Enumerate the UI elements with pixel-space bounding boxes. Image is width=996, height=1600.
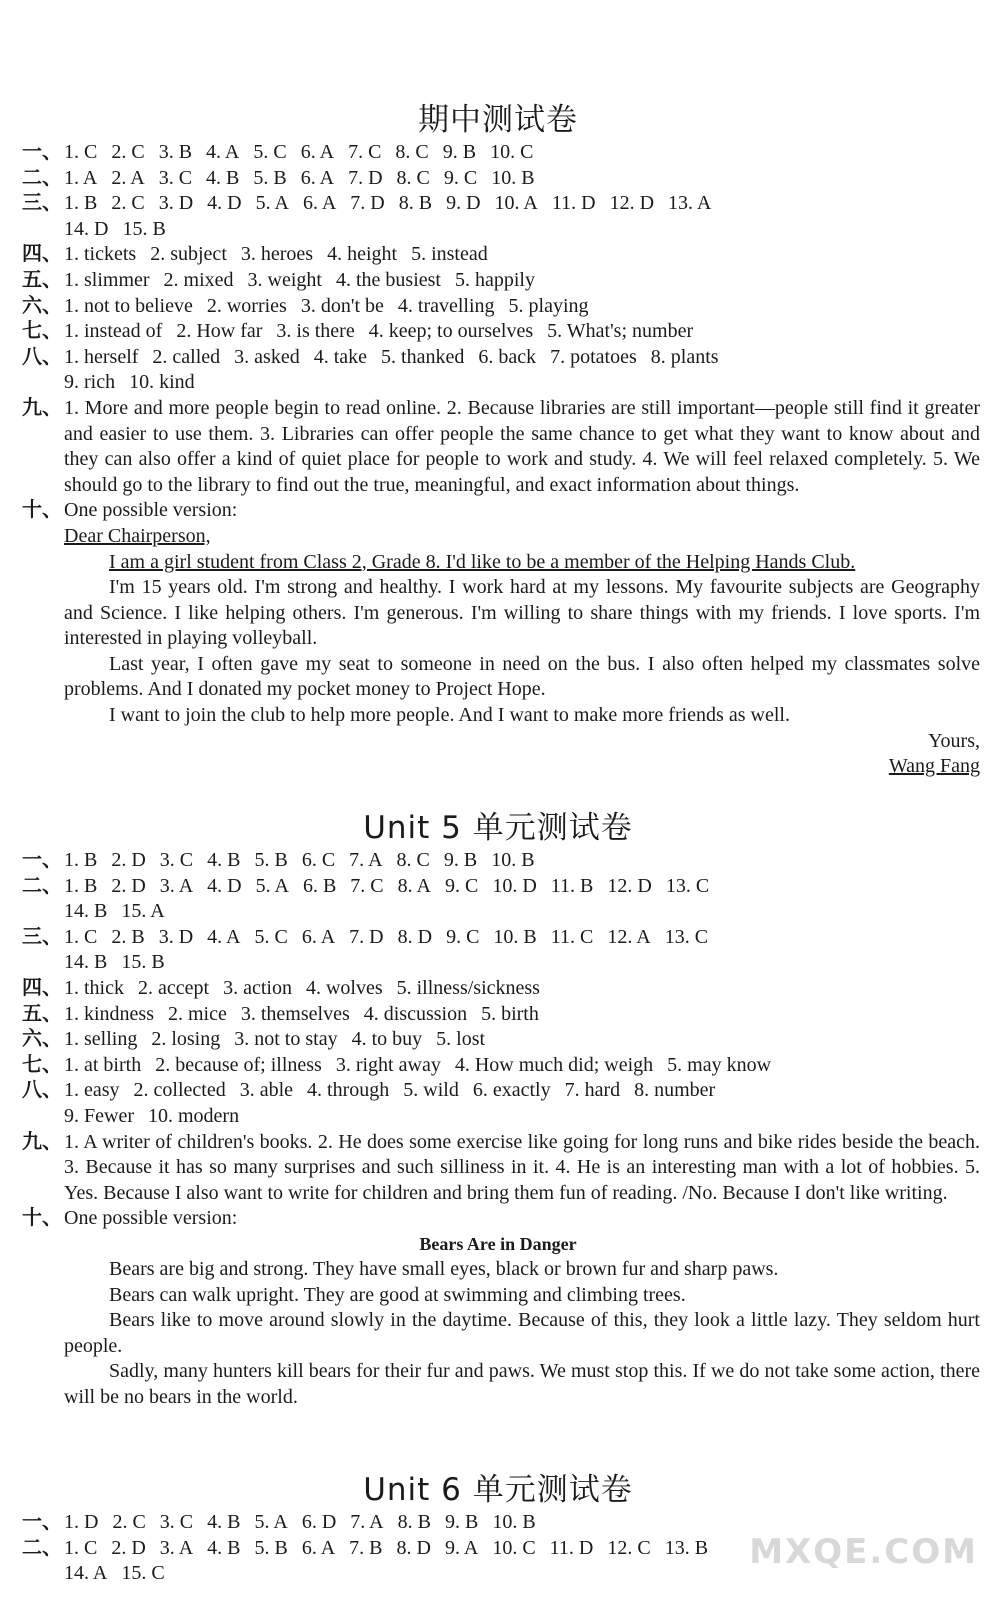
answer-item: 4. keep; to ourselves xyxy=(368,320,534,343)
answer-item: 2. C xyxy=(112,1511,146,1533)
answer-item: 2. D xyxy=(111,849,146,871)
answer-item: 10. A xyxy=(494,192,538,215)
answer-row xyxy=(0,976,996,1002)
answer-item: 2. worries xyxy=(206,294,287,317)
answer-item: 13. C xyxy=(664,925,709,948)
answer-item: 2. How far xyxy=(176,320,263,343)
answer-row xyxy=(0,950,996,976)
answer-item: 9. B xyxy=(444,1511,479,1533)
part-label: 四、 xyxy=(22,243,62,266)
answer-item: 3. is there xyxy=(276,320,355,343)
answer-row xyxy=(0,166,996,192)
answer-item: 4. height xyxy=(327,243,398,266)
letter-paragraph: I am a girl student from Class 2, Grade 8. I'd like to be a member of the Helping Hands Club. xyxy=(109,550,856,573)
answer-item: 4. take xyxy=(313,345,368,368)
answer-item: 8. A xyxy=(397,874,431,897)
answer-item: 1. C xyxy=(64,925,98,948)
answer-item: 12. A xyxy=(607,925,651,948)
answer-item: 10. B xyxy=(491,849,535,871)
unit5-answer-rows xyxy=(0,848,996,1130)
answer-item: 5. B xyxy=(253,166,287,189)
answer-item: 14. A xyxy=(64,1562,108,1585)
answer-item: 4. discussion xyxy=(363,1002,468,1025)
answer-item: 8. D xyxy=(396,1536,431,1559)
answer-item: 4. A xyxy=(207,925,241,948)
answer-item: 9. B xyxy=(442,141,477,163)
answer-item: 6. A xyxy=(300,166,335,189)
answer-item: 4. the busiest xyxy=(335,268,441,291)
answer-row xyxy=(0,319,996,345)
answer-item: 10. kind xyxy=(129,371,195,394)
answer-item: 3. B xyxy=(158,141,193,163)
answer-item: 8. C xyxy=(396,166,430,189)
answer-item: 3. D xyxy=(158,925,194,948)
answer-item: 7. C xyxy=(348,141,382,163)
answer-item: 6. A xyxy=(302,192,337,215)
answer-item: 2. D xyxy=(111,1536,146,1559)
answer-item: 11. B xyxy=(550,874,594,897)
answer-row xyxy=(0,294,996,320)
answer-item: 9. C xyxy=(443,166,478,189)
answer-item: 9. Fewer xyxy=(64,1104,134,1127)
answer-item: 9. D xyxy=(446,192,481,215)
part-label: 二、 xyxy=(22,166,62,189)
watermark-text: MXQE.COM xyxy=(749,1532,978,1572)
part-label: 三、 xyxy=(22,192,62,215)
answer-item: 1. B xyxy=(64,849,98,871)
answer-item: 10. B xyxy=(492,1511,536,1533)
answer-item: 11. C xyxy=(550,925,594,948)
letter-paragraph: Last year, I often gave my seat to someone in need on the bus. I also often helped my classmates solve problems. And I donated my pocket money to Project Hope. xyxy=(64,652,980,701)
essay-paragraph: Sadly, many hunters kill bears for their fur and paws. We must stop this. If we do not take some action, there will be no bears in the world. xyxy=(64,1360,980,1408)
midterm-title: 期中测试卷 xyxy=(418,102,578,138)
answer-item: 5. lost xyxy=(436,1028,486,1051)
answer-item: 5. may know xyxy=(667,1053,772,1076)
answer-item: 8. B xyxy=(397,1511,431,1533)
letter-paragraph: I'm 15 years old. I'm strong and healthy. I work hard at my lessons. My favourite subjects are Geography and Science. I like helping others. I'm generous. I'm willing to share things with my friends. I love sports. I'm interested in playing volleyball. xyxy=(64,576,980,650)
part-label: 四、 xyxy=(22,976,62,999)
answer-item: 7. D xyxy=(349,925,384,948)
answer-item: 5. C xyxy=(254,925,288,948)
answer-item: 11. D xyxy=(551,192,596,215)
part-ten-intro: One possible version: xyxy=(64,1207,238,1230)
part-label: 六、 xyxy=(22,1028,62,1051)
part-label: 九、 xyxy=(22,1130,62,1153)
answer-item: 7. D xyxy=(350,192,385,215)
unit5-part-nine xyxy=(0,1130,996,1207)
answer-item: 8. number xyxy=(634,1079,716,1102)
answer-item: 5. A xyxy=(254,1511,288,1533)
answer-item: 1. selling xyxy=(64,1028,138,1051)
answer-item: 6. D xyxy=(301,1511,337,1533)
answer-item: 1. C xyxy=(64,141,98,163)
answer-item: 3. not to stay xyxy=(234,1028,338,1051)
answer-item: 1. C xyxy=(64,1536,98,1559)
answer-row xyxy=(0,140,996,166)
essay-title: Bears Are in Danger xyxy=(419,1233,577,1254)
answer-row xyxy=(0,191,996,217)
part-label: 六、 xyxy=(22,294,62,317)
part-label: 一、 xyxy=(22,849,62,871)
answer-item: 3. weight xyxy=(247,268,322,291)
answer-row xyxy=(0,370,996,396)
answer-item: 1. A xyxy=(64,166,98,189)
answer-row xyxy=(0,345,996,371)
answer-item: 7. A xyxy=(350,1511,384,1533)
answer-item: 8. plants xyxy=(650,345,719,368)
answer-row xyxy=(0,874,996,900)
answer-item: 15. A xyxy=(121,900,165,923)
answer-item: 3. D xyxy=(158,192,194,215)
answer-item: 5. C xyxy=(253,141,287,163)
answer-item: 4. to buy xyxy=(351,1028,423,1051)
letter-salutation: Dear Chairperson, xyxy=(64,524,211,547)
unit5-title: Unit 5 单元测试卷 xyxy=(363,810,633,846)
answer-item: 5. B xyxy=(254,1536,288,1559)
answer-item: 2. A xyxy=(111,166,145,189)
answer-item: 15. C xyxy=(121,1562,165,1585)
answer-item: 14. D xyxy=(64,217,109,240)
letter-signature: Wang Fang xyxy=(888,755,980,778)
part-label: 五、 xyxy=(22,1002,62,1025)
answer-item: 2. losing xyxy=(151,1028,221,1051)
answer-item: 3. themselves xyxy=(240,1002,350,1025)
answer-item: 3. A xyxy=(159,874,194,897)
answer-item: 3. asked xyxy=(234,345,300,368)
answer-item: 14. B xyxy=(64,900,108,923)
answer-item: 2. mixed xyxy=(163,268,234,291)
answer-item: 13. A xyxy=(668,192,712,215)
part-label: 十、 xyxy=(22,1207,62,1230)
answer-item: 6. A xyxy=(300,141,335,163)
answer-item: 14. B xyxy=(64,951,108,974)
part-label: 七、 xyxy=(22,1053,62,1076)
part-label: 一、 xyxy=(22,141,62,163)
answer-row xyxy=(0,899,996,925)
answer-item: 8. C xyxy=(395,141,429,163)
answer-item: 1. B xyxy=(64,874,98,897)
answer-item: 12. D xyxy=(607,874,652,897)
answer-item: 3. right away xyxy=(335,1053,441,1076)
answer-item: 11. D xyxy=(549,1536,594,1559)
answer-row xyxy=(0,1002,996,1028)
answer-item: 4. D xyxy=(207,874,242,897)
answer-item: 6. A xyxy=(301,1536,336,1559)
answer-item: 5. What's; number xyxy=(547,320,694,343)
part-label: 七、 xyxy=(22,320,62,343)
answer-item: 7. A xyxy=(349,849,383,871)
answer-item: 5. B xyxy=(254,849,288,871)
answer-row xyxy=(0,848,996,874)
answer-item: 10. D xyxy=(492,874,537,897)
answer-item: 6. back xyxy=(478,345,537,368)
answer-row xyxy=(0,925,996,951)
answer-item: 10. C xyxy=(492,1536,536,1559)
answer-item: 3. C xyxy=(158,166,193,189)
letter-paragraph: I want to join the club to help more people. And I want to make more friends as well. xyxy=(109,704,790,727)
unit5-section xyxy=(0,808,996,1410)
answer-item: 7. B xyxy=(349,1536,383,1559)
answer-item: 3. C xyxy=(159,849,194,871)
answer-row xyxy=(0,242,996,268)
answer-row xyxy=(0,1078,996,1104)
answer-item: 5. happily xyxy=(454,268,535,291)
answer-item: 7. hard xyxy=(564,1079,621,1102)
answer-item: 3. heroes xyxy=(240,243,314,266)
part-label: 二、 xyxy=(22,1536,62,1559)
answer-item: 4. through xyxy=(307,1079,390,1102)
answer-item: 3. don't be xyxy=(300,294,384,317)
answer-item: 13. B xyxy=(664,1536,709,1559)
part-label: 九、 xyxy=(22,396,62,419)
answer-item: 1. B xyxy=(64,192,98,215)
answer-item: 9. B xyxy=(443,849,478,871)
letter-closing: Yours, xyxy=(928,729,980,752)
part-nine-text: 1. A writer of children's books. 2. He does some exercise like going for long runs and bike rides beside the beach. 3. Because it has so many surprises and such silliness in it. 4. He is an interesting man with a lot of hobbies. 5. Yes. Because I also want to write for children and bring them fun of reading. /No. Because I don't like writing. xyxy=(64,1130,980,1204)
essay-paragraph: Bears can walk upright. They are good at swimming and climbing trees. xyxy=(109,1283,686,1306)
answer-item: 5. wild xyxy=(403,1079,459,1102)
midterm-part-nine xyxy=(0,396,996,498)
part-nine-text: 1. More and more people begin to read online. 2. Because libraries are still important—people still find it greater and easier to use them. 3. Libraries can offer people the same chance to get what they want to know about and they can also offer a kind of quiet place for people to work and study. 4. We will feel relaxed completely. 5. We should go to the library to find out the true, meaningful, and exact information about things. xyxy=(64,396,980,496)
answer-item: 1. instead of xyxy=(64,320,163,343)
answer-item: 3. C xyxy=(159,1511,194,1533)
unit5-part-ten xyxy=(0,1206,996,1232)
answer-item: 6. A xyxy=(301,925,336,948)
answer-item: 2. called xyxy=(152,345,221,368)
answer-item: 9. C xyxy=(446,925,480,948)
answer-item: 6. B xyxy=(302,874,337,897)
answer-item: 4. A xyxy=(206,141,240,163)
answer-item: 4. B xyxy=(206,166,240,189)
answer-item: 4. D xyxy=(207,192,242,215)
midterm-part-ten xyxy=(0,498,996,524)
answer-item: 9. rich xyxy=(64,371,116,394)
answer-item: 1. herself xyxy=(64,345,139,368)
answer-item: 12. D xyxy=(609,192,655,215)
answer-item: 1. thick xyxy=(64,976,124,999)
answer-item: 12. C xyxy=(607,1536,651,1559)
part-ten-intro: One possible version: xyxy=(64,499,238,522)
answer-item: 5. birth xyxy=(481,1002,539,1025)
answer-item: 15. B xyxy=(122,217,166,240)
unit6-title: Unit 6 单元测试卷 xyxy=(363,1472,633,1508)
answer-item: 4. B xyxy=(207,1511,241,1533)
answer-item: 6. exactly xyxy=(472,1079,551,1102)
answer-item: 2. subject xyxy=(150,243,227,266)
answer-item: 10. B xyxy=(491,166,535,189)
answer-item: 3. A xyxy=(159,1536,194,1559)
answer-item: 3. able xyxy=(239,1079,294,1102)
answer-item: 1. at birth xyxy=(64,1053,142,1076)
answer-item: 15. B xyxy=(121,951,165,974)
midterm-section xyxy=(0,100,996,780)
answer-item: 2. C xyxy=(111,141,145,163)
answer-item: 7. potatoes xyxy=(550,345,637,368)
part-label: 五、 xyxy=(22,268,62,291)
answer-item: 13. C xyxy=(665,874,710,897)
answer-item: 7. D xyxy=(348,166,383,189)
answer-row xyxy=(0,217,996,243)
part-label: 二、 xyxy=(22,874,62,897)
answer-item: 10. B xyxy=(493,925,537,948)
essay-paragraph: Bears are big and strong. They have small eyes, black or brown fur and sharp paws. xyxy=(109,1257,779,1280)
part-label: 八、 xyxy=(22,345,62,368)
answer-item: 2. B xyxy=(111,925,145,948)
part-label: 三、 xyxy=(22,925,62,948)
midterm-answer-rows xyxy=(0,140,996,396)
answer-row xyxy=(0,1027,996,1053)
answer-row xyxy=(0,1053,996,1079)
answer-item: 5. instead xyxy=(411,243,488,266)
answer-item: 9. A xyxy=(444,1536,479,1559)
answer-item: 2. mice xyxy=(168,1002,227,1025)
answer-item: 1. easy xyxy=(64,1079,120,1102)
part-label: 十、 xyxy=(22,499,62,522)
answer-item: 5. A xyxy=(255,874,289,897)
answer-item: 1. tickets xyxy=(64,243,137,266)
answer-item: 2. C xyxy=(111,192,145,215)
answer-item: 4. wolves xyxy=(305,976,383,999)
answer-item: 2. accept xyxy=(138,976,210,999)
answer-item: 9. C xyxy=(444,874,479,897)
answer-item: 5. illness/sickness xyxy=(396,976,540,999)
part-label: 一、 xyxy=(22,1511,62,1533)
answer-item: 5. playing xyxy=(508,294,589,317)
answer-item: 2. D xyxy=(111,874,146,897)
answer-item: 10. modern xyxy=(147,1104,240,1127)
answer-item: 8. C xyxy=(396,849,430,871)
answer-item: 4. travelling xyxy=(397,294,495,317)
answer-item: 8. B xyxy=(398,192,433,215)
answer-item: 4. B xyxy=(207,1536,241,1559)
answer-item: 7. C xyxy=(350,874,384,897)
answer-row xyxy=(0,268,996,294)
part-label: 八、 xyxy=(22,1079,62,1102)
answer-item: 5. A xyxy=(255,192,289,215)
answer-item: 5. thanked xyxy=(381,345,465,368)
answer-item: 2. collected xyxy=(133,1079,226,1102)
answer-item: 2. because of; illness xyxy=(155,1053,322,1076)
answer-item: 1. D xyxy=(64,1511,99,1533)
answer-item: 3. action xyxy=(223,976,292,999)
answer-item: 1. slimmer xyxy=(64,268,150,291)
answer-item: 10. C xyxy=(490,141,534,163)
answer-item: 1. kindness xyxy=(64,1002,154,1025)
answer-item: 8. D xyxy=(397,925,433,948)
answer-item: 1. not to believe xyxy=(64,294,193,317)
answer-item: 6. C xyxy=(301,849,336,871)
answer-item: 4. B xyxy=(207,849,241,871)
answer-item: 4. How much did; weigh xyxy=(454,1053,654,1076)
answer-row xyxy=(0,1104,996,1130)
essay-paragraph: Bears like to move around slowly in the daytime. Because of this, they look a little lazy. They seldom hurt people. xyxy=(64,1309,980,1357)
